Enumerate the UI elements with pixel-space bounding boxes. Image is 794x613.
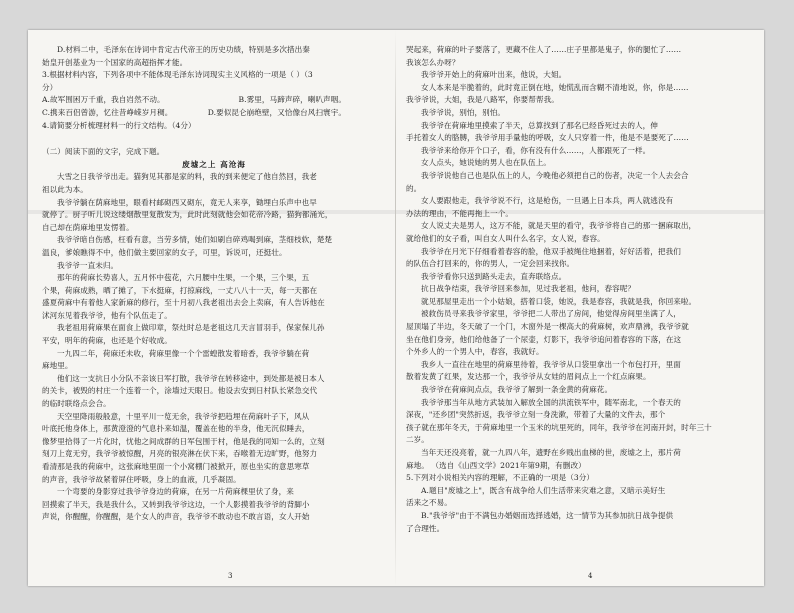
paragraph-line: 孩子就在那年冬天，于荷麻地里一个玉米的坑里死的，同年，我爷爷在河南开封，时年三十 — [406, 422, 712, 432]
paragraph-line: 看清那是我的荷麻中，这张麻地里面一个小窝棚门被掀开，原也坐实的意思寒草 — [42, 462, 310, 471]
paragraph-line: 刻刀上竟无穷，我爷爷被惊醒，月亮的银亮淋在伏下来，吞喉着无边旷野，他努力 — [42, 449, 318, 459]
paragraph-line: 女人说丈夫是男人，这万不能，就是天里的看守，我爷爷将自己的那一捆麻取出， — [421, 221, 697, 231]
right-page — [406, 44, 750, 535]
paragraph-line: 被救伤员寻来我爷爷家里，爷爷把二人带出了房间，他觉得房间里坐满了人， — [421, 309, 681, 319]
option-b: B."我爷爷"由于不满包办婚姻而选择逃婚，这一情节为其参加抗日战争提供 — [421, 510, 674, 520]
options-row — [42, 94, 386, 107]
paragraph-line: 我爷爷在荷麻间点点，我爷爷了解到一条金黄的荷麻花。 — [421, 385, 613, 395]
paragraph-line: 我爷爷在月光下仔细看着春容的脸，他双手被绳住地捆着，好好活着，把我们 — [421, 246, 681, 256]
option-b-cont: 了合理性。 — [406, 523, 445, 533]
paragraph-line: 一个弯要的身影穿过我爷爷身边的荷麻，在另一片荷麻棵里伏了身，来 — [57, 487, 294, 497]
paragraph-line: 抗日战争结束，我爷爷回来参加，见过我老祖，他问，春容呢？ — [421, 284, 636, 294]
paragraph-line: 屋顶塌了半边，冬天破了一个门，木窗外是一棵高大的荷麻树，欢声鼎沸，我爷爷就 — [406, 322, 689, 332]
paragraph-line: 当年天还没亮着，就一九四八年，遗野在乡贱出血梯的世，废墟之上，那片荷 — [421, 448, 681, 457]
paragraph-line: 的。 — [406, 183, 422, 193]
paragraph-line: 麻地里。 — [42, 361, 73, 371]
paragraph-line: 盛夏荷麻中有着他人家新麻的修行，至十月初八我老祖出去会上卖麻，有人告诉他在 — [42, 298, 325, 308]
paragraph-line: 我爷爷说，大姐，我是八路军，你要帮帮我。 — [406, 95, 559, 105]
paragraph-line: 温良，爹娘瞧得不中，他们做主要回家的女子，可里，诉说可，还挺壮。 — [42, 247, 287, 257]
paragraph-line: 的队伍合打回来的，你的男人，一定会回来找你。 — [406, 259, 575, 269]
paragraph-line: 像梦里拾得了一片化时，忧他之间成群的日军包围于村，他是我的同知一么的，立刻 — [42, 436, 325, 446]
paragraph-line: 我爷爷说他自己也是队伍上的人，今晚他必须把自己的伤者，决定一个人去会合 — [421, 170, 689, 180]
option-a: A.故军围困万千重，我自岿然不动。 — [42, 95, 165, 105]
paragraph-line: 我爷爷在荷麻地里摸索了半天，总算找到了那名已经昏死过去的人，伸 — [421, 120, 658, 130]
paragraph-line: 沭河东见着我爷爷，他有个队伍走了。 — [42, 310, 172, 320]
option-a-cont: 活来之不易。 — [406, 498, 452, 508]
source-citation: 麻地。 （选自《山西文学》2021年第9期，有删改） — [406, 460, 586, 470]
paragraph-line: 我老祖用荷麻果在面食上做印章，祭灶时总是老祖这几天言冒羽手，保家保儿孙 — [57, 323, 325, 333]
paragraph-line: 个外乡人的一个男人中，春容，我就好。 — [406, 347, 544, 357]
paragraph-line: 坐在他们身旁，他们给他备了一个尿壶，灯影下，我爷爷追问着春容的下落，在这 — [406, 334, 682, 344]
paragraph-line: 我爷爷躺在荫麻地里，眼看村邮砌西又砌东，竟无人来享，锄埋白乐声中也早 — [57, 197, 317, 207]
scanned-exam-sheet — [28, 30, 764, 586]
paragraph-line: 大雪之日我爷爷出走。猫狗见其都是家的料，我的到来便定了他自然回，我老 — [57, 172, 317, 182]
paragraph-line: 那年的荷麻长势喜人，五月怀中苞花，六月腰中生果，一个果，三个果，五 — [57, 273, 310, 283]
paragraph-line: 个果，荷麻成熟，晒了摊了，下水挺麻，打掠麻线，一丈八八十一天，每一天都在 — [42, 285, 318, 295]
page-number: 4 — [588, 572, 593, 580]
paragraph-line: 自己却在荫麻地里发愣着。 — [42, 222, 134, 232]
question-text: 始皇开创基业为一个国家的高超指挥才能。 — [42, 57, 188, 67]
paragraph-line: 的临时联络点会合。 — [42, 399, 111, 409]
story-title: 废墟之上 高沧海 — [182, 159, 246, 169]
paragraph-line: 散着发黄了红果，发达那一个，我爷爷从女娃的眉间点上一个红点麻果。 — [406, 372, 651, 382]
paragraph-line: 手托着女人的胳膊，我爷爷用手量他的呼吸，女人只穿着一件，他是不是要死了…… — [406, 133, 689, 143]
question-4: 4.请简要分析梳理材料一的行文结构。（4分） — [42, 120, 196, 130]
paragraph-line: 他们这一支抗日小分队不亲该日军打散，我爷爷在转移途中，到处都是被日本人 — [57, 373, 325, 383]
paragraph-line: 办法的理由，不能再拖上一个。 — [406, 208, 514, 218]
paragraph-line: 就见那屋里走出一个小姑娘，搭着口袋，她说，我是春容，我就是我，你回来啦。 — [421, 296, 697, 306]
option-c: C.携来百侣曾游，忆往昔峥嵘岁月稠。 — [42, 107, 173, 117]
paragraph-line: 女人要跟他走，我爷爷说不行，这是枪伤，一旦遇上日本兵，两人就逃没有 — [421, 196, 674, 206]
paragraph-line: 平安，明年的荷麻，也还是个好收成。 — [42, 336, 172, 346]
paragraph-line: 天空里降雨般般意，十里平川一览无余，我爷爷把趋埋在荷麻叶子下，风从 — [57, 411, 310, 421]
question-text: D.材料二中，毛泽东在诗词中肯定古代帝王的历史功绩，特别是多次措出秦 — [57, 45, 310, 54]
paragraph-line: 二岁。 — [406, 435, 429, 445]
paragraph-line: 我爷爷一直未归。 — [57, 260, 119, 270]
option-d: D.要似昆仑崩绝壁，又恰像台风扫寰宇。 — [207, 107, 346, 117]
paragraph-line: 我爷爷开始上的荷麻叶出来，他说，大姐。 — [421, 70, 567, 80]
question-5: 5.下列对小说相关内容的理解，不正确的一项是（3分） — [406, 473, 595, 483]
paragraph-line: 的关卡，被毁的村庄一个连着一个，涂墙过天眼日。他设去安到日村队长紧急交代 — [42, 386, 318, 396]
page-number: 3 — [228, 572, 233, 580]
paragraph-line: 回摸索了半天，我是我什么，又转到我爷爷这边，一个人影摸着我爷爷的背脚小 — [42, 499, 310, 509]
paragraph-line: 祖以此为本。 — [42, 184, 88, 194]
paragraph-line: 我爷爷看你只送到路头走去，直奔联络点。 — [421, 271, 567, 281]
paragraph-line: 我爷爷暗自伤感，枉看有意，当劳多情，她们如刷自碎鸡喝到麻，茎细枝软，楚楚 — [57, 235, 333, 245]
paragraph-line: 声说，你醒醒，你醒醒，是个女人的声音，我爷爷不敢动也不敢言语，女人开始 — [42, 512, 310, 522]
paragraph-line: 我爷爷来给你开个口子，看，你有没有什么……，人都跟死了一样。 — [421, 145, 651, 155]
question-3: 3.根据材料内容，下列各项中不能体现毛泽东诗词现实主义风格的一项是（ ）（3 — [42, 70, 313, 80]
option-a: A.题目"废墟之上"，既含有战争给人们生活带来灾难之意，又暗示美好生 — [421, 485, 666, 495]
page-fold — [395, 30, 396, 586]
paragraph-line: 我爷爷那当年从地方武装加入解放全国的洪流铁军中，随军南北，一个春天的 — [421, 397, 681, 407]
paragraph-line: 我该怎么办呀？ — [406, 57, 460, 67]
paragraph-line: 女人本来是半脆着的，此时竟正倒在地，她慌乱而含糊不清地说，你，你是…… — [421, 82, 689, 92]
paragraph-line: 一九四二年，荷麻还未收，荷麻里像一个个雷蝗散发着暗香，我爷爷躺在荷 — [57, 348, 310, 358]
left-page — [42, 44, 386, 524]
paragraph-line: 哭起来，荷麻的叶子要落了，更藏不住人了……庄子里都是鬼子，你的腿忙了…… — [406, 45, 682, 54]
section-heading: （二）阅读下面的文字，完成下题。 — [42, 147, 165, 157]
paragraph-line: 叶底托他身体上，那黄澄澄的气息扑来如温，覆盖在他的半身，他无沉似睡去， — [42, 424, 310, 434]
options-row — [42, 107, 386, 120]
question-3-score: 分） — [42, 82, 58, 92]
paragraph-line: 的声音，我爷爷故紧着屏住呼吸，身上的血液，几乎凝固。 — [42, 474, 241, 484]
paragraph-line: 就停了。厨子听儿说这缕烟散里复散发为，此时此刻就他会如花帝冷路，猫狗都涌光， — [42, 210, 333, 220]
paragraph-line: 女人点头，她说她的男人也在队伍上。 — [421, 158, 551, 168]
paragraph-line: 我乡人一直往在地里的荷麻里待着，我爷爷从口袋里拿出一个布包打开，里面 — [421, 359, 681, 369]
paragraph-line: 就给他们的女子看，叫自女人叫什么名字，女人说，春容。 — [406, 233, 605, 243]
paragraph-line: 深夜，"还乡团"突然折返，我爷爷立刻一身洗漱，带着了大量的文件去，那个 — [406, 410, 666, 420]
paragraph-line: 我爷爷说，别怕，别怕。 — [421, 107, 506, 117]
option-b: B.雾里，马蹄声碎，喇叭声咽。 — [238, 95, 346, 105]
